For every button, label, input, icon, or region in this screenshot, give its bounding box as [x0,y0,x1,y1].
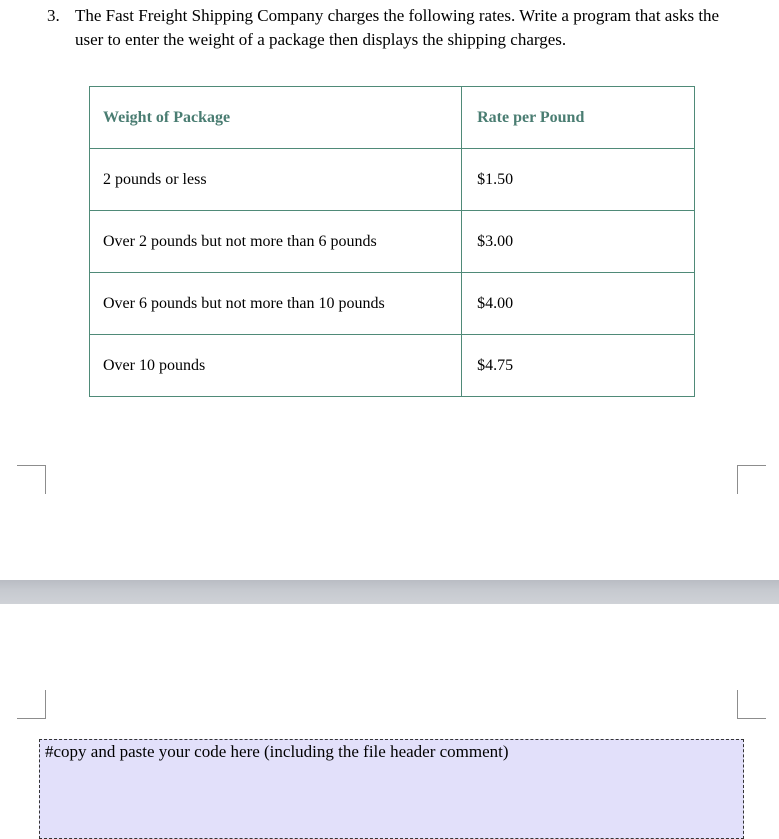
margin-corner-mark [17,465,46,494]
shipping-rates-table [89,86,695,397]
rate-cell: $4.00 [462,273,695,335]
code-placeholder-text: #copy and paste your code here (including the file header comment) [45,742,509,761]
table-header-row [90,87,695,149]
weight-cell: Over 10 pounds [90,335,462,397]
rate-cell: $3.00 [462,211,695,273]
margin-corner-mark [737,465,766,494]
header-weight-of-package: Weight of Package [90,87,462,149]
margin-corner-mark [737,690,766,719]
code-answer-area[interactable] [39,739,744,839]
table-row [90,211,695,273]
question-number: 3. [47,6,60,25]
header-rate-per-pound: Rate per Pound [462,87,695,149]
margin-corner-mark [17,690,46,719]
weight-cell: 2 pounds or less [90,149,462,211]
weight-cell: Over 6 pounds but not more than 10 pounds [90,273,462,335]
table-row [90,149,695,211]
question-text: The Fast Freight Shipping Company charges the following rates. Write a program that asks the user to enter the weight of a package then displays the shipping charges. [75,6,720,49]
table-row [90,273,695,335]
rate-cell: $4.75 [462,335,695,397]
page-separator [0,580,779,604]
rate-cell: $1.50 [462,149,695,211]
table-row [90,335,695,397]
weight-cell: Over 2 pounds but not more than 6 pounds [90,211,462,273]
